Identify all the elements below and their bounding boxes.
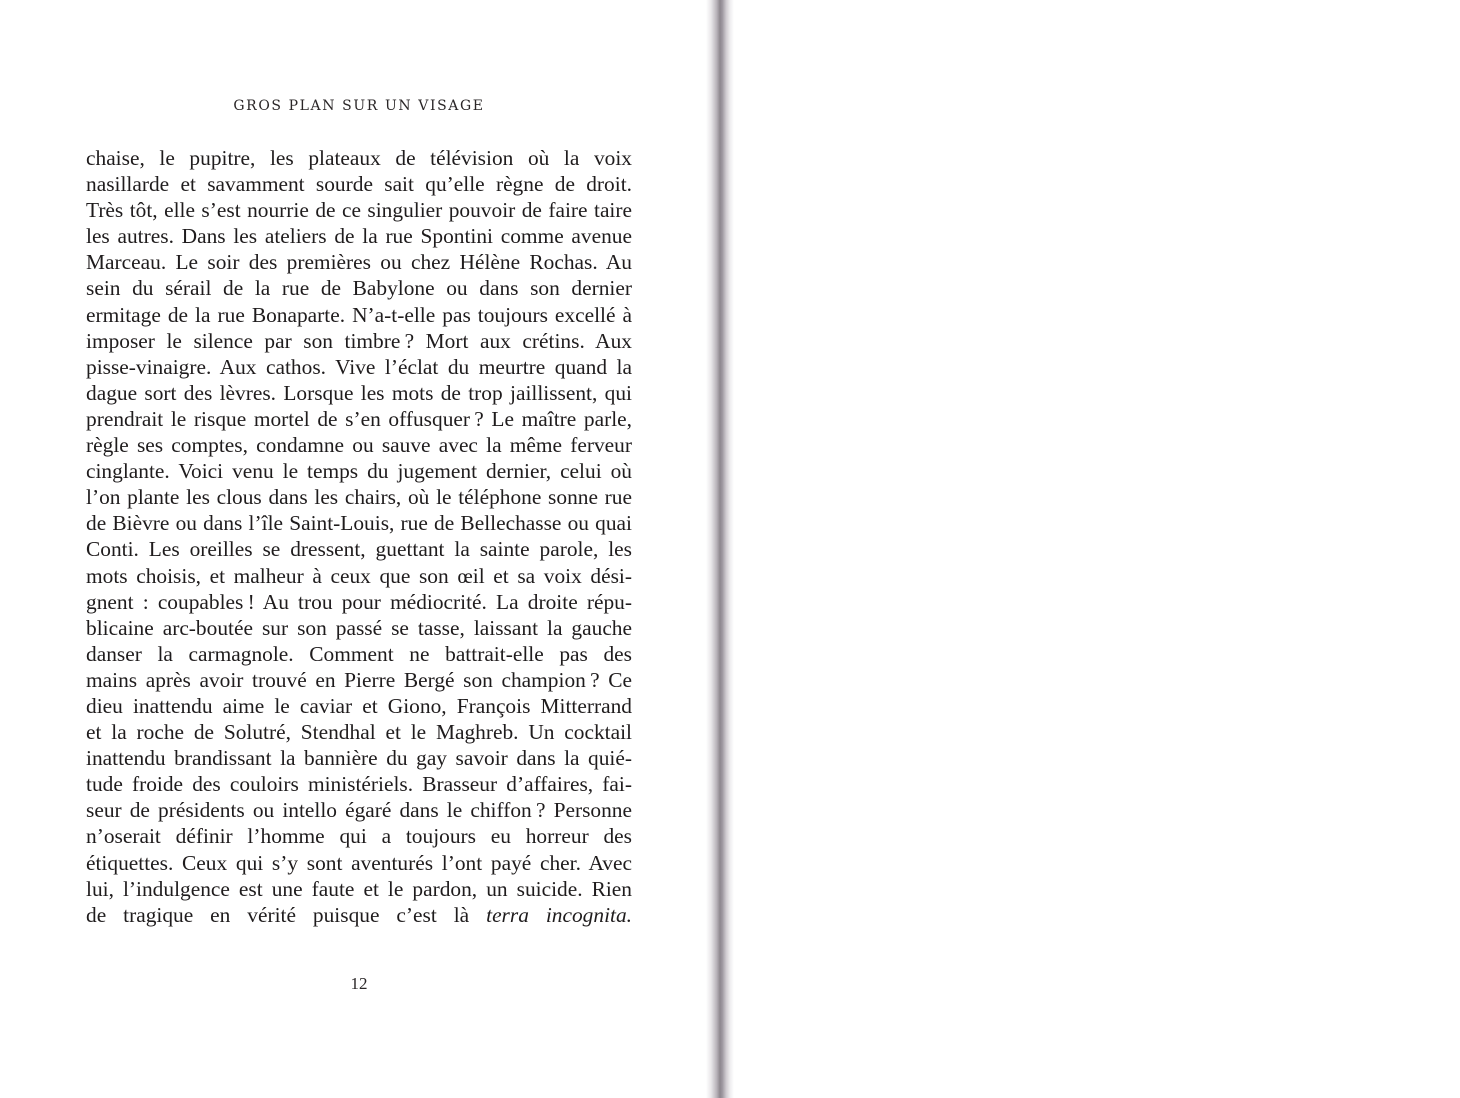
text-line: cinglante. Voici venu le temps du jugement dernier, celui où bbox=[86, 459, 632, 484]
text-line: et la roche de Solutré, Stendhal et le Maghreb. Un cocktail bbox=[86, 720, 632, 745]
text-line: Marceau. Le soir des premières ou chez Hélène Rochas. Au bbox=[86, 250, 632, 275]
text-line: n’oserait définir l’homme qui a toujours eu horreur des bbox=[86, 824, 632, 849]
text-line: gnent : coupables ! Au trou pour médiocrité. La droite répu- bbox=[86, 589, 632, 614]
text-line: pisse-vinaigre. Aux cathos. Vive l’éclat du meurtre quand la bbox=[86, 354, 632, 379]
text-line: prendrait le risque mortel de s’en offusquer ? Le maître parle, bbox=[86, 406, 632, 431]
text-line: règle ses comptes, condamne ou sauve avec la même ferveur bbox=[86, 433, 632, 458]
page-number: 12 bbox=[350, 974, 368, 993]
last-line-italic: terra incognita. bbox=[486, 902, 632, 927]
text-line: seur de présidents ou intello égaré dans le chiffon ? Personne bbox=[86, 798, 632, 823]
text-line: ermitage de la rue Bonaparte. N’a-t-elle pas toujours excellé à bbox=[86, 302, 632, 327]
text-line: mots choisis, et malheur à ceux que son œil et sa voix dési- bbox=[86, 563, 632, 588]
text-line: chaise, le pupitre, les plateaux de télévision où la voix bbox=[86, 146, 632, 170]
text-line: étiquettes. Ceux qui s’y sont aventurés l’ont payé cher. Avec bbox=[86, 850, 632, 875]
text-line: blicaine arc-boutée sur son passé se tasse, laissant la gauche bbox=[86, 615, 632, 640]
text-line: danser la carmagnole. Comment ne battrait-elle pas des bbox=[86, 641, 632, 666]
body-text bbox=[86, 145, 632, 928]
text-line: Très tôt, elle s’est nourrie de ce singulier pouvoir de faire taire bbox=[86, 198, 632, 223]
text-line: inattendu brandissant la bannière du gay savoir dans la quié- bbox=[86, 746, 632, 771]
text-line: imposer le silence par son timbre ? Mort aux crétins. Aux bbox=[86, 328, 632, 353]
text-line: dague sort des lèvres. Lorsque les mots de trop jaillissent, qui bbox=[86, 380, 632, 405]
text-line: les autres. Dans les ateliers de la rue Spontini comme avenue bbox=[86, 224, 632, 249]
text-line: mains après avoir trouvé en Pierre Bergé son champion ? Ce bbox=[86, 667, 632, 692]
right-page-blank bbox=[734, 0, 1460, 1098]
text-line: dieu inattendu aime le caviar et Giono, François Mitterrand bbox=[86, 693, 632, 718]
text-line: sein du sérail de la rue de Babylone ou dans son dernier bbox=[86, 276, 632, 301]
text-line: lui, l’indulgence est une faute et le pardon, un suicide. Rien bbox=[86, 876, 632, 901]
last-line-prefix: de tragique en vérité puisque c’est là bbox=[86, 902, 470, 927]
book-gutter-shadow bbox=[706, 0, 734, 1098]
text-line-last bbox=[86, 902, 632, 928]
text-line: de Bièvre ou dans l’île Saint-Louis, rue de Bellechasse ou quai bbox=[86, 511, 632, 536]
left-page bbox=[0, 0, 712, 1098]
text-line: l’on plante les clous dans les chairs, où le téléphone sonne rue bbox=[86, 485, 632, 510]
text-line: Conti. Les oreilles se dressent, guettant la sainte parole, les bbox=[86, 537, 632, 562]
text-line: tude froide des couloirs ministériels. Brasseur d’affaires, fai- bbox=[86, 772, 632, 797]
text-line: nasillarde et savamment sourde sait qu’elle règne de droit. bbox=[86, 172, 632, 197]
running-head: GROS PLAN SUR UN VISAGE bbox=[233, 98, 485, 114]
